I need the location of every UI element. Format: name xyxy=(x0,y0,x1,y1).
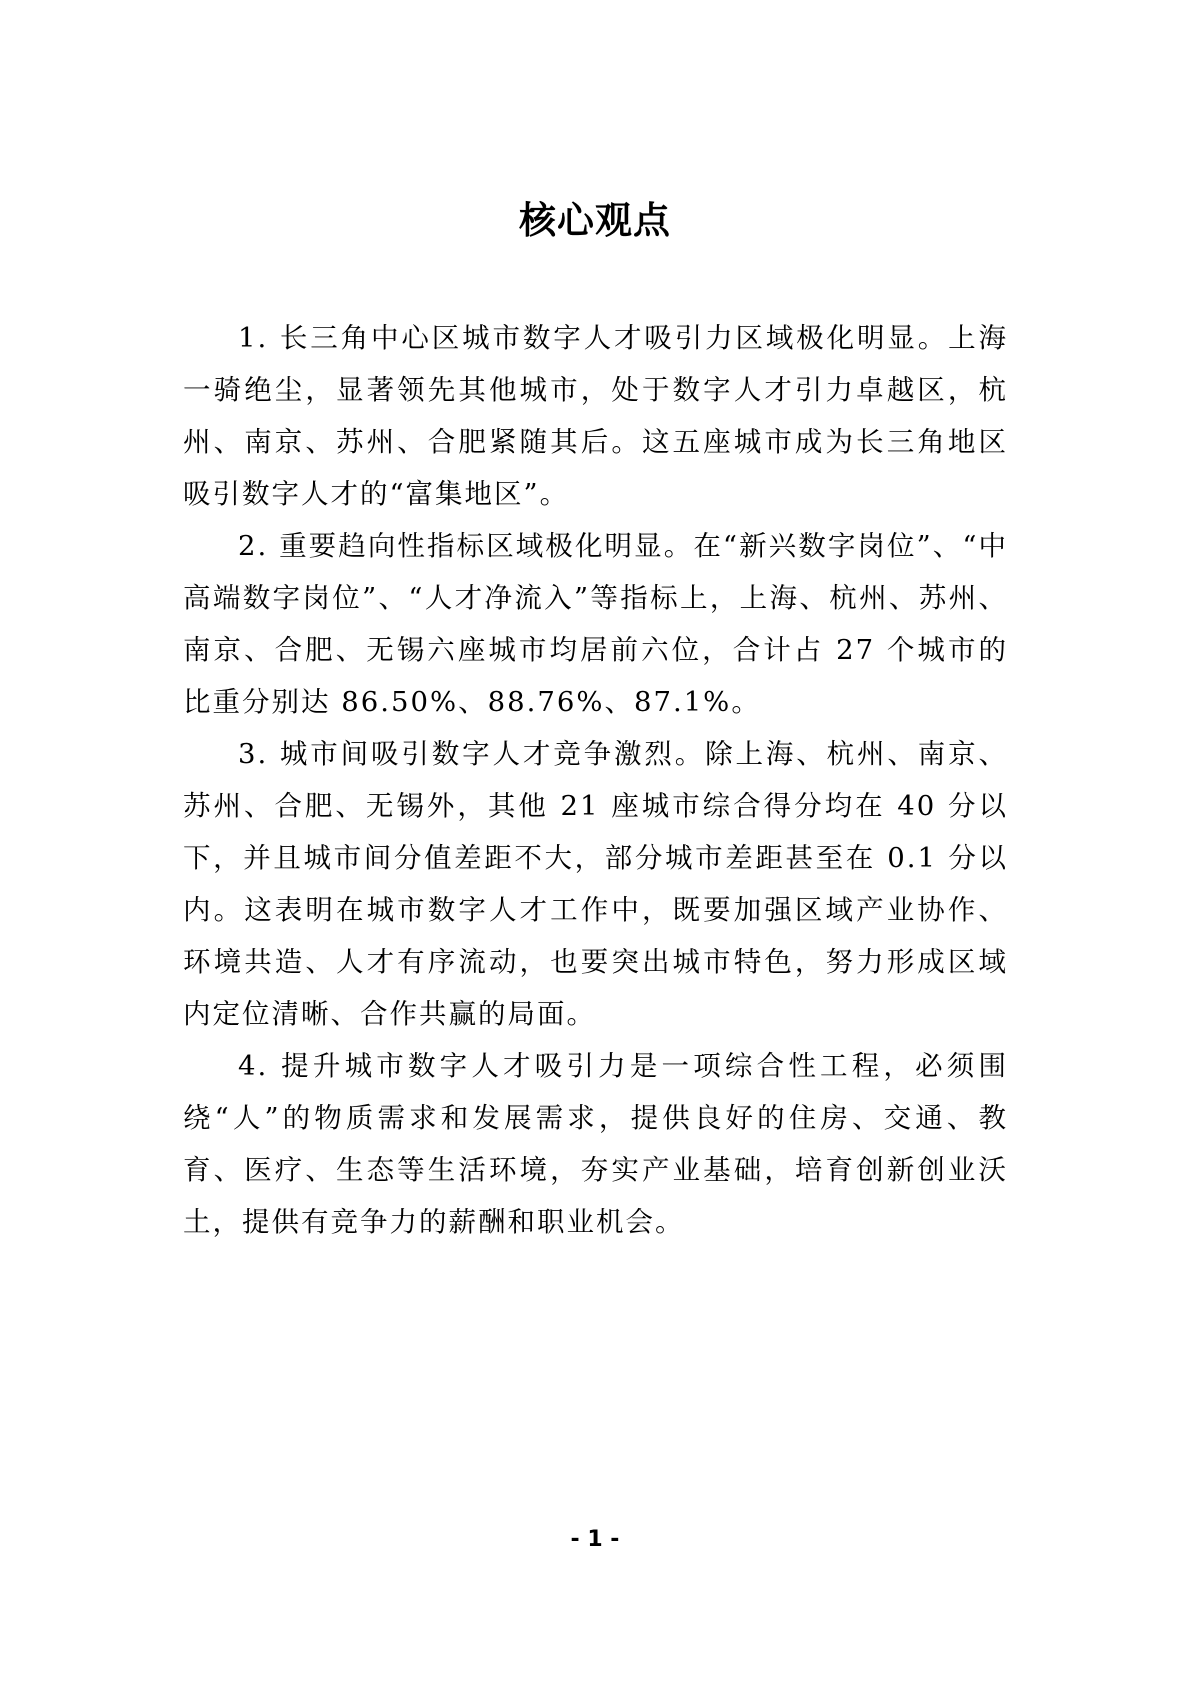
document-body xyxy=(183,312,1008,1248)
paragraph-1: 1. 长三角中心区城市数字人才吸引力区域极化明显。上海一骑绝尘，显著领先其他城市，处于数字人才引力卓越区，杭州、南京、苏州、合肥紧随其后。这五座城市成为长三角地区吸引数字人才的“富集地区”。 xyxy=(183,322,1008,510)
page-title: 核心观点 xyxy=(519,199,671,242)
paragraph-3: 3. 城市间吸引数字人才竞争激烈。除上海、杭州、南京、苏州、合肥、无锡外，其他 21 座城市综合得分均在 40 分以下，并且城市间分值差距不大，部分城市差距甚至在 0.1 分以内。这表明在城市数字人才工作中，既要加强区域产业协作、环境共造、人才有序流动，也要突出城市特色，努力形成区域内定位清晰、合作共赢的局面。 xyxy=(183,738,1008,1030)
paragraph-4: 4. 提升城市数字人才吸引力是一项综合性工程，必须围绕“人”的物质需求和发展需求，提供良好的住房、交通、教育、医疗、生态等生活环境，夯实产业基础，培育创新创业沃土，提供有竞争力的薪酬和职业机会。 xyxy=(183,1050,1008,1238)
page-number: - 1 - xyxy=(570,1527,620,1552)
paragraph-2: 2. 重要趋向性指标区域极化明显。在“新兴数字岗位”、“中高端数字岗位”、“人才净流入”等指标上，上海、杭州、苏州、南京、合肥、无锡六座城市均居前六位，合计占 27 个城市的比重分别达 86.50%、88.76%、87.1%。 xyxy=(183,530,1008,718)
